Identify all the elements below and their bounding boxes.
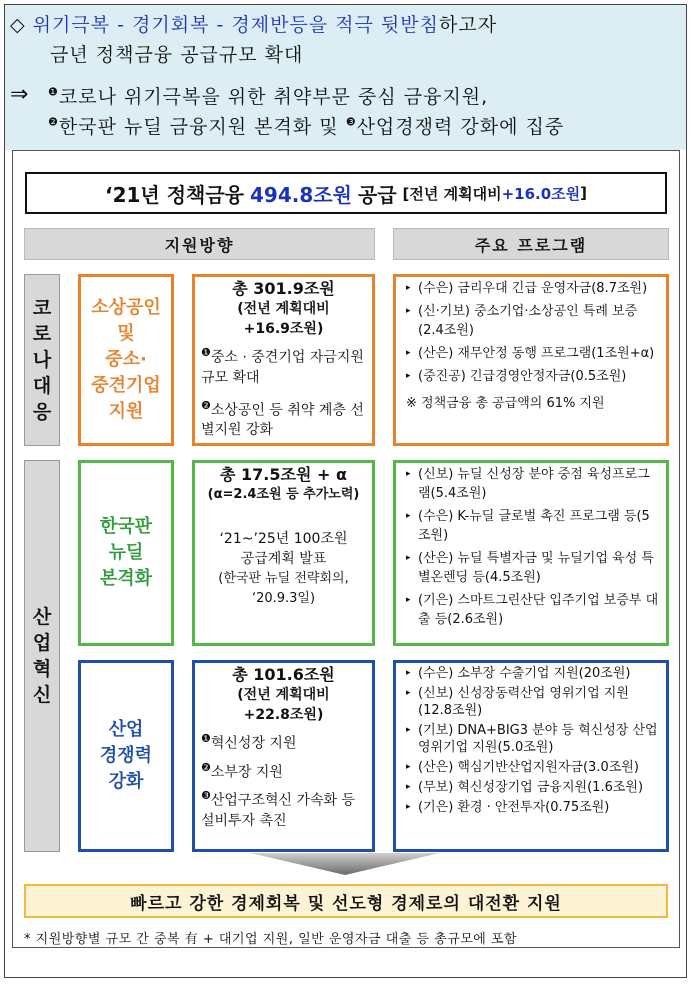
header-line-1: ◇ 위기극복 - 경기회복 - 경제반등을 적극 뒷받침하고자 (10, 14, 498, 36)
header-line-3: $^❶$코로나 위기극복을 위한 취약부문 중심 금융지원, (48, 85, 489, 108)
program-item: ▸ (수은) K-뉴딜 글로벌 촉진 프로그램 등(5조원) (406, 509, 650, 543)
category-competitiveness: 산업 경쟁력 강화 (78, 660, 174, 852)
point-2: $^❷$소상공인 등 취약 계층 선별지원 강화 (201, 398, 364, 439)
program-item: ▸ (산은) 재무안정 동행 프로그램(1조원+α) (406, 346, 655, 361)
point-1: $^❶$혁신성장 지원 (201, 732, 297, 752)
category-smallbiz: 소상공인 및 중소· 중견기업 지원 (78, 274, 174, 446)
direction-competitiveness: 총 101.6조원 (전년 계획대비 +22.8조원) $^❶$혁신성장 지원 $^❷$소부장 지원 $^❸$산업구조혁신 가속화 등 설비투자 촉진 (192, 660, 375, 852)
direction-newdeal: 총 17.5조원 + α (α=2.4조원 등 추가노력) ‘21~’25년 100조원 공급계획 발표 (한국판 뉴딜 전략회의, ‘20.9.3일) (192, 460, 375, 646)
program-item: ▸ (신보) 뉴딜 신성장 분야 중점 육성프로그램(5.4조원) (406, 467, 650, 501)
column-header-programs: 주요 프로그램 (393, 228, 669, 260)
program-note: ※ 정책금융 총 공급액의 61% 지원 (406, 396, 605, 411)
point-3: $^❸$산업구조혁신 가속화 등 설비투자 촉진 (201, 789, 356, 829)
program-item: ▸ (기보) DNA+BIG3 분야 등 혁신성장 산업 영위기업 지원(5.0조원) (406, 723, 658, 755)
program-item: ▸ (신·기보) 중소기업·소상공인 특례 보증(2.4조원) (406, 304, 638, 338)
program-item: ▸ (무보) 혁신성장기업 금융지원(1.6조원) (406, 780, 644, 795)
point-1: $^❶$중소 · 중견기업 자금지원 규모 확대 (201, 346, 364, 386)
header-line-2: 금년 정책금융 공급규모 확대 (50, 44, 304, 66)
program-item: ▸ (기은) 스마트그린산단 입주기업 보증부 대출 등(2.6조원) (406, 593, 659, 627)
side-label-covid: 코 로 나 대 응 (24, 274, 60, 446)
direction-smallbiz: 총 301.9조원 (전년 계획대비 +16.9조원) $^❶$중소 · 중견기업 자금지원 규모 확대 $^❷$소상공인 등 취약 계층 선별지원 강화 (192, 274, 375, 446)
footnote: * 지원방향별 규모 간 중복 有 + 대기업 지원, 일반 운영자금 대출 등 총규모에 포함 (24, 932, 518, 947)
total-change: +16.0조원 (501, 184, 581, 203)
program-item: ▸ (수은) 소부장 수출기업 지원(20조원) (406, 666, 631, 681)
point-2: $^❷$소부장 지원 (201, 760, 283, 781)
program-item: ▸ (산은) 핵심기반산업지원자금(3.0조원) (406, 760, 639, 775)
conclusion-banner: 빠르고 강한 경제회복 및 선도형 경제로의 대전환 지원 (24, 884, 668, 918)
category-newdeal: 한국판 뉴딜 본격화 (78, 460, 174, 646)
total-amount: 494.8조원 (250, 182, 352, 207)
down-arrow-icon (250, 853, 440, 875)
program-item: ▸ (산은) 뉴딜 특별자금 및 뉴딜기업 육성 특별온렌딩 등(4.5조원) (406, 551, 654, 585)
program-item: ▸ (수은) 금리우대 긴급 운영자금(8.7조원) (406, 281, 648, 296)
programs-newdeal (393, 460, 669, 646)
column-header-direction: 지원방향 (24, 228, 375, 260)
diamond-icon: ◇ (10, 14, 26, 36)
header-highlight: 위기극복 - 경기회복 - 경제반등을 적극 뒷받침 (32, 14, 439, 36)
program-item: ▸ (중진공) 긴급경영안정자금(0.5조원) (406, 369, 627, 384)
program-item: ▸ (신보) 신성장동력산업 영위기업 지원(12.8조원) (406, 686, 629, 718)
programs-competitiveness (393, 660, 669, 852)
arrow-icon: ⇒ (10, 82, 30, 107)
program-item: ▸ (기은) 환경 · 안전투자(0.75조원) (406, 800, 610, 815)
main-title-box: ‘21년 정책금융 494.8조원 공급 [전년 계획대비 +16.0조원 ] (25, 172, 667, 214)
header-line-4: $^❷$한국판 뉴딜 금융지원 본격화 및 $^❸$산업경쟁력 강화에 집중 (48, 115, 565, 138)
programs-smallbiz (393, 274, 669, 446)
side-label-industry: 산 업 혁 신 (24, 460, 60, 852)
